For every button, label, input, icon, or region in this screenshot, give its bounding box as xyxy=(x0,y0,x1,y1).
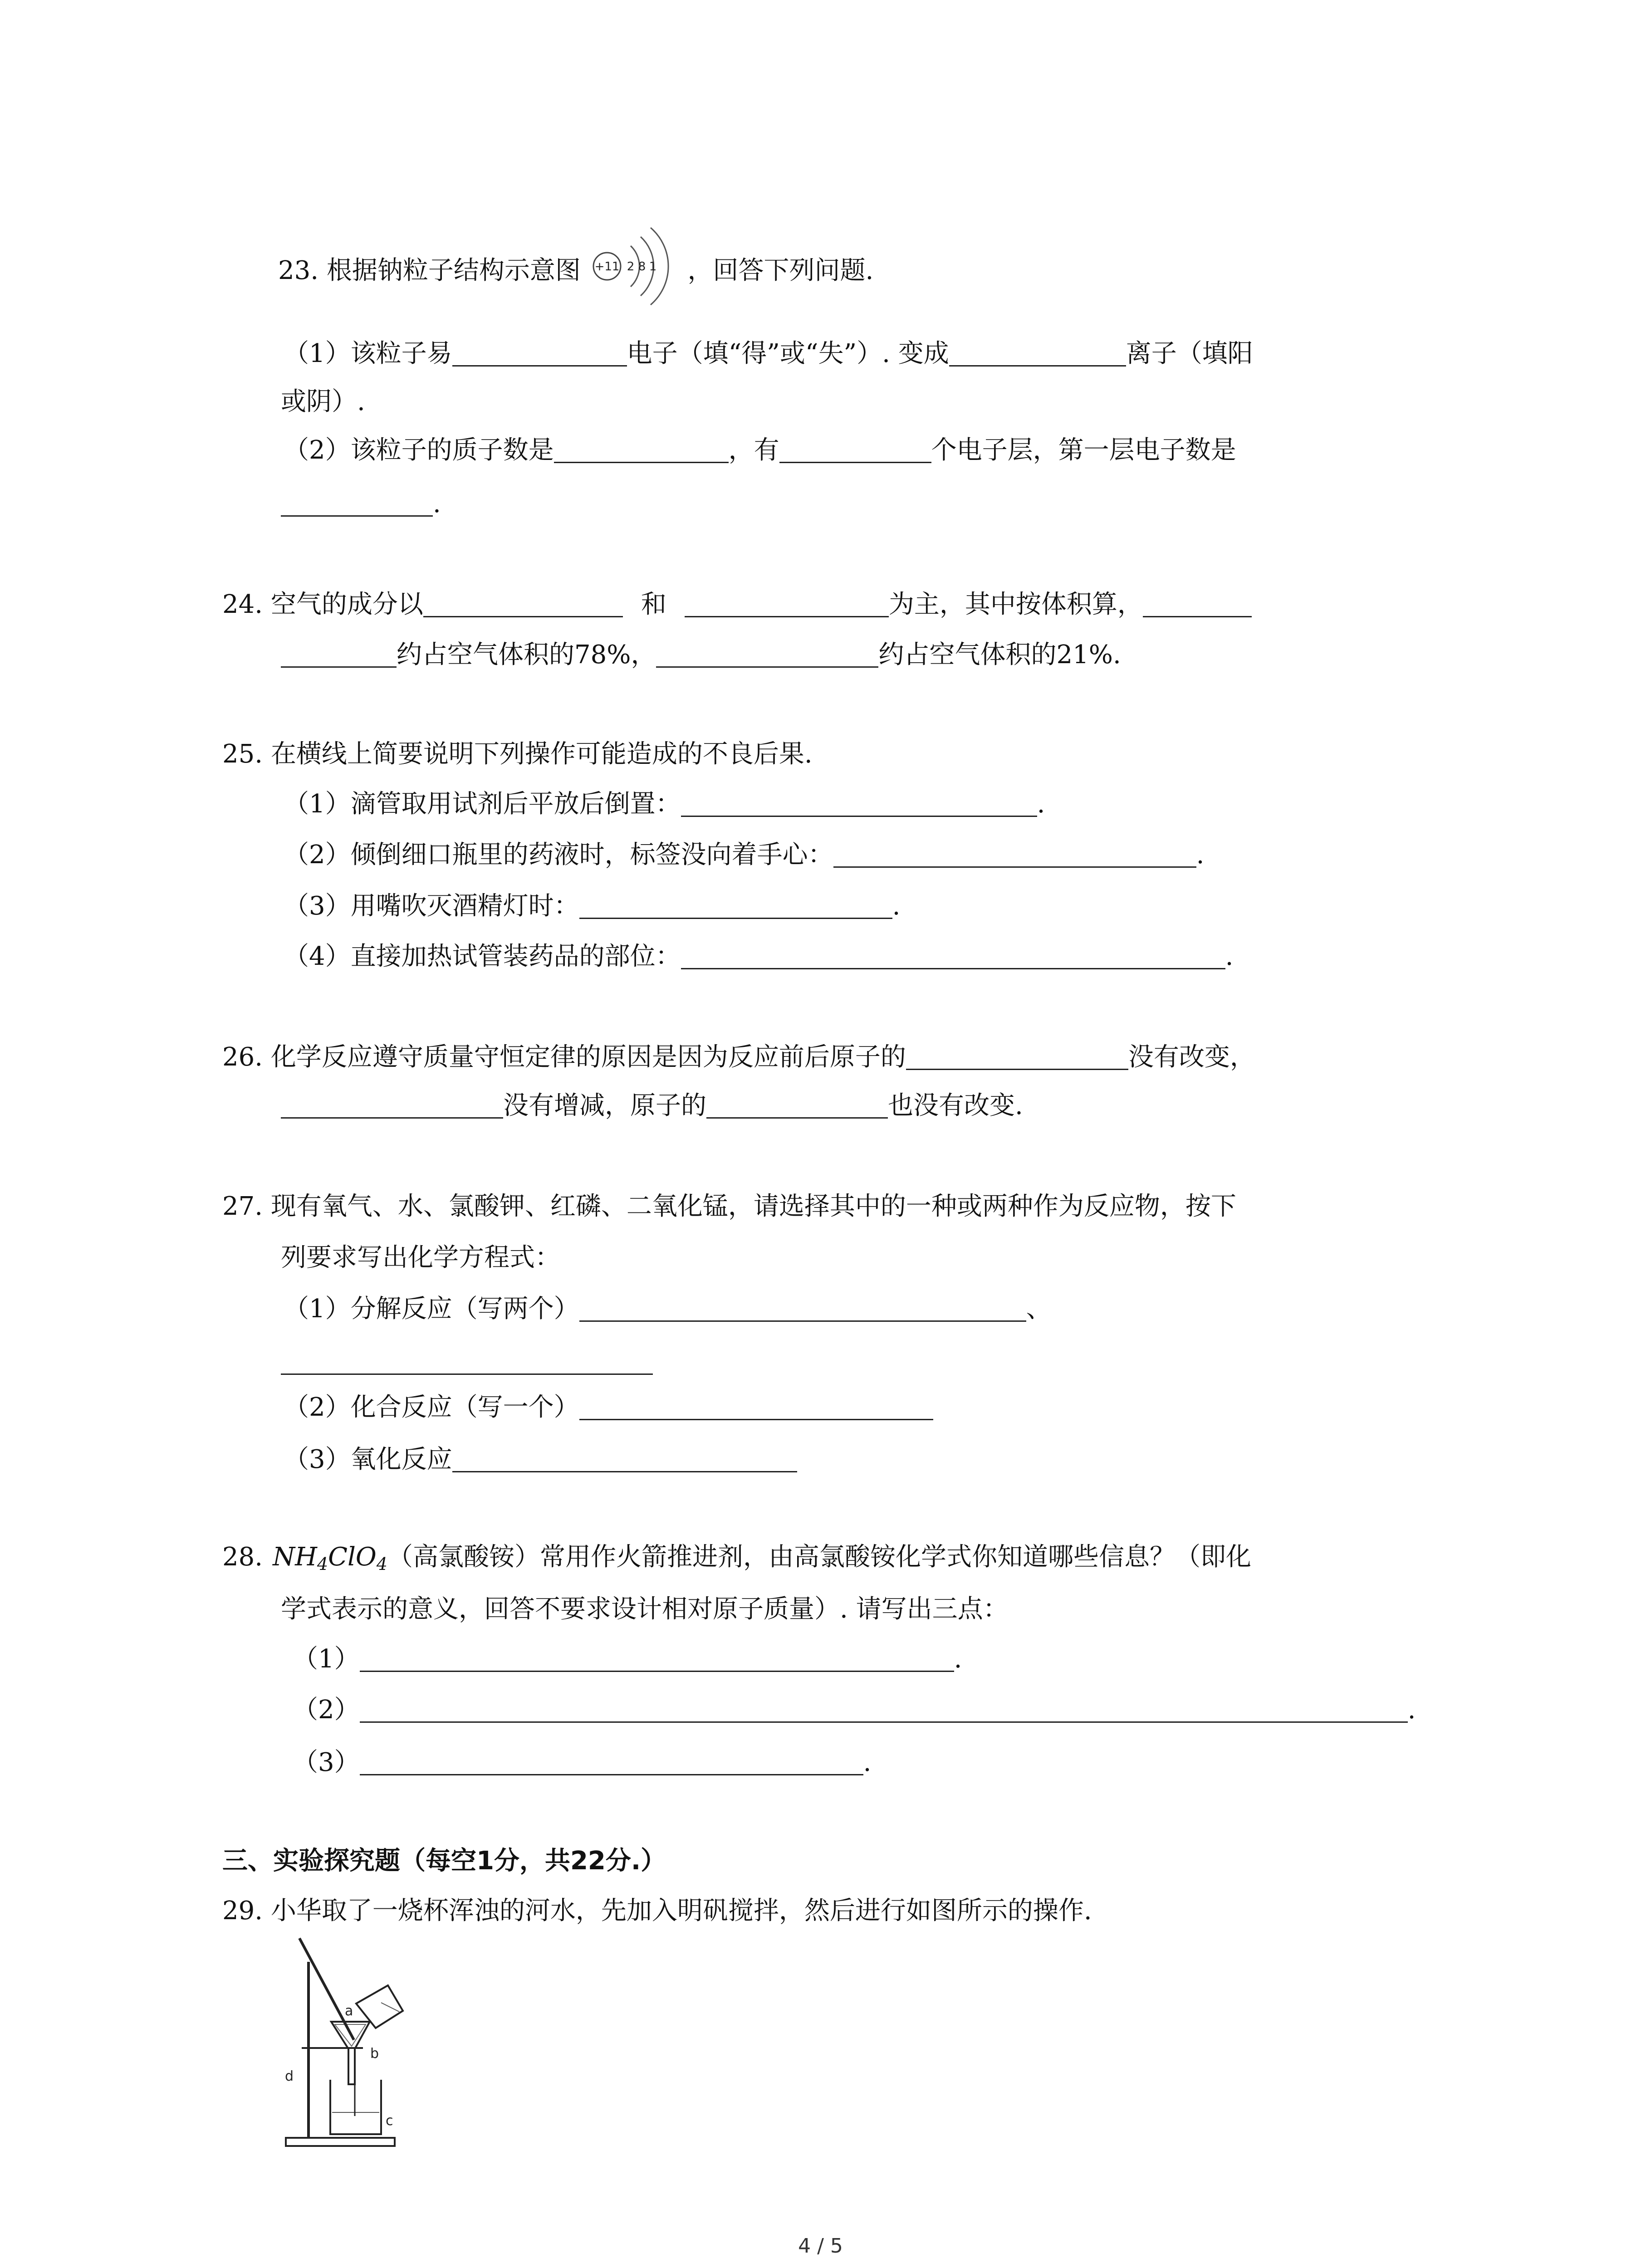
q26-blank-2[interactable] xyxy=(281,1117,503,1119)
q28-item1-dot: . xyxy=(954,1644,962,1674)
q25-item1-dot: . xyxy=(1037,789,1045,819)
q27-item1-text: （1）分解反应（写两个） xyxy=(284,1294,579,1324)
q24-line2 xyxy=(281,642,1121,668)
q25-item4 xyxy=(284,944,1233,969)
label-a: a xyxy=(345,2003,353,2019)
pouring-beaker-liquid xyxy=(381,2003,399,2012)
q28-number: 28. xyxy=(222,1542,263,1572)
q23-blank-first-shell[interactable] xyxy=(281,515,433,517)
q23-stem-post: ，回答下列问题. xyxy=(687,256,874,285)
q28-formula-sub2: 4 xyxy=(376,1554,387,1574)
q25-item3-text: （3）用嘴吹灭酒精灯时： xyxy=(284,891,579,921)
q28-formula-nh: NH xyxy=(273,1542,317,1572)
q23-stem-pre: 23. 根据钠粒子结构示意图 xyxy=(278,256,581,285)
q27-item2 xyxy=(284,1395,933,1420)
q23-stem xyxy=(278,253,873,289)
q23-p2-text-b: ，有 xyxy=(728,435,779,465)
q25-blank-4[interactable] xyxy=(681,968,1225,969)
q25-item2-text: （2）倾倒细口瓶里的药液时，标签没向着手心： xyxy=(284,840,833,870)
q27-line1 xyxy=(222,1194,1236,1219)
q28-formula xyxy=(273,1542,387,1574)
q26-line1 xyxy=(222,1042,1255,1072)
q23-part1 xyxy=(284,341,1253,367)
q23-p2-text-a: （2）该粒子的质子数是 xyxy=(284,435,554,465)
q23-blank-gain-lose[interactable] xyxy=(452,365,627,367)
q25-blank-3[interactable] xyxy=(579,918,892,919)
shell-3-count: 1 xyxy=(649,260,656,274)
q28-item3 xyxy=(293,1750,871,1775)
q26-blank-1[interactable] xyxy=(906,1069,1128,1070)
q28-formula-clo: ClO xyxy=(328,1542,377,1572)
q26-blank-3[interactable] xyxy=(706,1117,888,1119)
q25-item2-dot: . xyxy=(1196,840,1205,870)
section-3-heading: 三、实验探究题（每空1分，共22分.） xyxy=(222,1846,666,1876)
q24-text-b: 和 xyxy=(641,590,666,619)
q28-line1 xyxy=(222,1542,1251,1574)
nucleus-charge: +11 xyxy=(594,260,620,274)
q26-text-d: 也没有改变. xyxy=(888,1091,1023,1120)
q28-item3-dot: . xyxy=(863,1748,872,1777)
label-c: c xyxy=(386,2113,393,2129)
q24-blank-main-2[interactable] xyxy=(685,616,889,617)
q24-text-c: 为主，其中按体积算， xyxy=(888,590,1143,619)
q27-item3 xyxy=(284,1447,797,1472)
q24-blank-78-part2[interactable] xyxy=(281,666,397,668)
q26-text-c: 没有增减，原子的 xyxy=(503,1091,706,1120)
q24-text-d: 约占空气体积的78%， xyxy=(397,640,656,670)
q28-item2 xyxy=(293,1697,1416,1723)
q28-blank-3[interactable] xyxy=(360,1774,863,1775)
filtration-apparatus-diagram xyxy=(277,1935,417,2157)
shell-2-count: 8 xyxy=(638,260,646,274)
q23-p2-text-c: 个电子层，第一层电子数是 xyxy=(931,435,1236,465)
q23-p1-text-b: 电子（填“得”或“失”）. 变成 xyxy=(627,339,949,368)
q25-item1 xyxy=(284,789,1045,819)
q28-blank-2[interactable] xyxy=(360,1721,1408,1723)
q28-item3-label: （3） xyxy=(293,1748,360,1777)
q29-stem-text: 29. 小华取了一烧杯浑浊的河水，先加入明矾搅拌，然后进行如图所示的操作. xyxy=(222,1896,1092,1926)
q28-item1 xyxy=(293,1644,962,1674)
q23-blank-shell-count[interactable] xyxy=(779,462,931,463)
q24-text-e: 约占空气体积的21%. xyxy=(878,640,1121,670)
q23-part2 xyxy=(284,435,1236,465)
q27-blank-oxidation[interactable] xyxy=(452,1471,797,1472)
q24-blank-78-part1[interactable] xyxy=(1143,616,1252,617)
q27-stem-line2: 列要求写出化学方程式： xyxy=(281,1243,560,1272)
label-d: d xyxy=(285,2068,294,2084)
stand-base xyxy=(286,2138,395,2146)
q25-item2 xyxy=(284,842,1204,868)
q28-item2-label: （2） xyxy=(293,1695,360,1725)
q23-p1-text-a: （1）该粒子易 xyxy=(284,339,452,368)
q24-text-a: 24. 空气的成分以 xyxy=(222,590,423,619)
q25-stem-text: 25. 在横线上简要说明下列操作可能造成的不良后果. xyxy=(222,739,813,769)
q27-item1-cont xyxy=(281,1349,653,1375)
q23-blank-protons[interactable] xyxy=(554,462,729,463)
q27-item3-text: （3）氧化反应 xyxy=(284,1445,452,1474)
q27-line2 xyxy=(281,1245,560,1271)
shell-1-count: 2 xyxy=(627,260,634,274)
label-b: b xyxy=(370,2046,379,2062)
q27-blank-decomp-2[interactable] xyxy=(281,1374,653,1375)
q24-blank-main-1[interactable] xyxy=(423,616,623,617)
q23-part1-cont xyxy=(281,389,365,415)
q26-text-b: 没有改变， xyxy=(1128,1042,1255,1072)
q25-item4-text: （4）直接加热试管装药品的部位： xyxy=(284,942,681,971)
q25-blank-1[interactable] xyxy=(681,816,1037,817)
q28-blank-1[interactable] xyxy=(360,1671,954,1672)
q23-p1-text-d: 或阴）. xyxy=(281,387,365,416)
q24-line1 xyxy=(222,592,1252,617)
q26-line2 xyxy=(281,1093,1023,1119)
q28-formula-sub1: 4 xyxy=(317,1554,328,1574)
q28-item2-dot: . xyxy=(1407,1695,1416,1725)
q23-blank-ion-type[interactable] xyxy=(949,365,1126,367)
q29-stem xyxy=(222,1898,1092,1924)
q26-text-a: 26. 化学反应遵守质量守恒定律的原因是因为反应前后原子的 xyxy=(222,1042,906,1072)
q27-blank-combination[interactable] xyxy=(579,1419,933,1420)
q27-item2-text: （2）化合反应（写一个） xyxy=(284,1393,579,1422)
q28-item1-label: （1） xyxy=(293,1644,360,1674)
q25-item1-text: （1）滴管取用试剂后平放后倒置： xyxy=(284,789,681,819)
sodium-atom-diagram-svg xyxy=(589,225,684,306)
page-number: 4 / 5 xyxy=(798,2234,843,2258)
q28-stem-line1: （高氯酸铵）常用作火箭推进剂，由高氯酸铵化学式你知道哪些信息？（即化 xyxy=(387,1542,1251,1572)
q27-item1-sep: 、 xyxy=(1026,1294,1052,1324)
q28-stem-line2: 学式表示的意义，回答不要求设计相对原子质量）. 请写出三点： xyxy=(281,1594,1009,1624)
q23-p2-text-d: . xyxy=(433,489,441,518)
q25-item3 xyxy=(284,891,901,921)
q27-item1 xyxy=(284,1296,1052,1322)
q27-stem-line1: 27. 现有氧气、水、氯酸钾、红磷、二氧化锰，请选择其中的一种或两种作为反应物，按下 xyxy=(222,1192,1236,1221)
q23-part2-cont xyxy=(281,491,441,517)
q25-item3-dot: . xyxy=(892,891,901,921)
q23-p1-text-c: 离子（填阳 xyxy=(1126,339,1253,368)
q27-blank-decomp-1[interactable] xyxy=(579,1320,1026,1322)
q28-line2 xyxy=(281,1594,1009,1624)
q24-blank-21[interactable] xyxy=(656,666,878,668)
q25-item4-dot: . xyxy=(1225,942,1234,971)
q25-blank-2[interactable] xyxy=(833,866,1196,868)
q25-stem xyxy=(222,739,813,769)
sodium-atom-diagram xyxy=(589,253,680,289)
receiving-beaker xyxy=(330,2080,381,2134)
